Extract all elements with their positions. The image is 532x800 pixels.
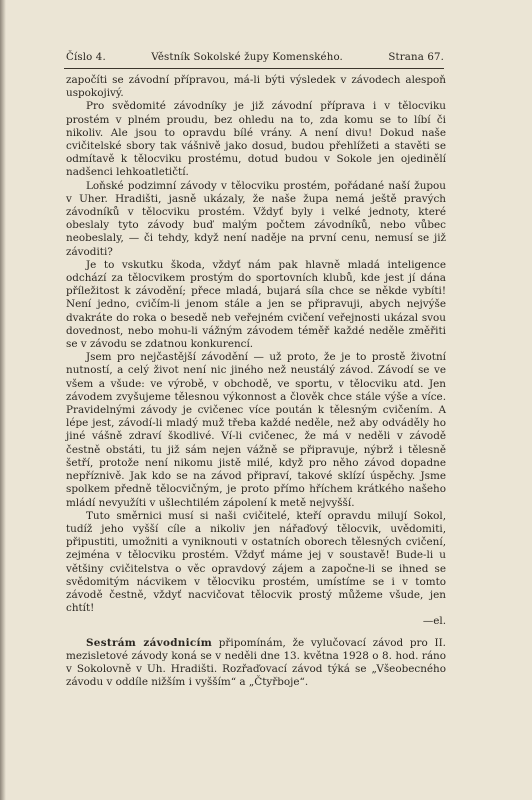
paragraph: Je to vskutku škoda, vždyť nám pak hlavně mladá inteligence odchází za tělocvikem prostým do sportovních klubů, kde jest jí dána příležitost k závodění; přece mladá, bujará síla chce se někde vybíti! Není jedno, cvičím-li jenom stále a jen se připravuji, abych nejvýše dvakráte do roka o besedě neb veřejném cvičení veřejnosti ukázal svou dovednost, nebo mohu-li vážným závodem téměř každé neděle změřiti se v závodu se zdatnou konkurencí.: [66, 258, 446, 351]
paragraph: Loňské podzimní závody v tělocviku prostém, pořádané naší župou v Uher. Hradišti, jasně ukázaly, že naše župa nemá ještě pravých závodníků v tělocviku prostém. Vždyť byly i velké jednoty, které obeslaly tyto závody buď malým počtem závodníků, nebo vůbec neobeslaly, — či tehdy, když není naděje na první cenu, nemusí se již závoditi?: [66, 179, 446, 258]
article-body: [66, 74, 446, 689]
journal-title: Věstník Sokolské župy Komenského.: [151, 52, 343, 63]
page-edge-shadow: [0, 0, 6, 800]
page-number: Strana 67.: [388, 52, 444, 63]
notice-text: připomínám, že vylučovací závod pro II. mezisletové závody koná se v neděli dne 13. května 1928 o 8. hod. ráno v Sokolovně v Uh. Hradišti. Rozřaďovací závod týká se „Všeobecného závodu v oddíle nižším i vyšším“ a „Čtyřboje“.: [66, 636, 446, 689]
header-rule: [64, 68, 444, 69]
notice-paragraph: [66, 637, 446, 690]
author-signature: —el.: [422, 615, 446, 628]
signature-line: [66, 615, 446, 628]
notice-lead: Sestrám závodnicím: [86, 636, 213, 649]
paragraph: započíti se závodní přípravou, má-li býti výsledek v závodech alespoň uspokojivý.: [66, 74, 446, 100]
running-header: [66, 52, 444, 63]
paragraph: Jsem pro nejčastější závodění — už proto, že je to prostě životní nutností, a celý život není nic jiného než neustálý závod. Závodí se ve všem a všude: ve výrobě, v obchodě, ve sportu, v tělocviku atd. Jen závodem zvyšujeme tělesnou výkonnost a člověk chce stále výše a více. Pravidelnými závody je cvičenec více poután k tělesným cvičením. A lépe jest, závodí-li mladý muž třeba každé neděle, než aby odváděly ho jiné vášně zdraví škodlivé. Ví-li cvičenec, že má v neděli v závodě čestně obstáti, tu již sám nejen vážně se připravuje, nýbrž i tělesně šetří, protože není nikomu jistě milé, když pro něho závod dopadne nepříznivě. Jak kdo se na závod připraví, takové sklízí úspěchy. Jsme spolkem předně tělocvičným, je proto přímo hříchem krátkého našeho mládí nevyužíti v ušlechtilém zápolení k metě nejvyšší.: [66, 351, 446, 509]
issue-number: Číslo 4.: [66, 52, 106, 63]
paragraph: Tuto směrnici musí si naši cvičitelé, kteří opravdu milují Sokol, tudíž jeho vyšší cíle a nikoliv jen nářaďový tělocvik, uvědomiti, připustiti, umožniti a vyniknouti v ostatních oborech tělesných cvičení, zejména v tělocviku prostém. Vždyť máme jej v soustavě! Bude-li u většiny cvičitelstva o věc opravdový zájem a započne-li se ihned se svědomitým nácvikem v tělocviku prostém, umístíme se i v tomto závodě čestně, vždyť nacvičovat tělocvik prostý můžeme všude, jen chtít!: [66, 509, 446, 615]
paragraph: Pro svědomité závodníky je již závodní příprava i v tělocviku prostém v plném proudu, bez ohledu na to, zda komu se to líbí či nikoliv. Ale jsou to opravdu bílé vrány. A není divu! Dokud naše cvičitelské sbory tak vášnivě jako dosud, budou přehlížeti a stavěti se odmítavě k tělocviku prostému, dotud budou v Sokole jen ojedinělí nadšenci lehkoatletičtí.: [66, 100, 446, 179]
